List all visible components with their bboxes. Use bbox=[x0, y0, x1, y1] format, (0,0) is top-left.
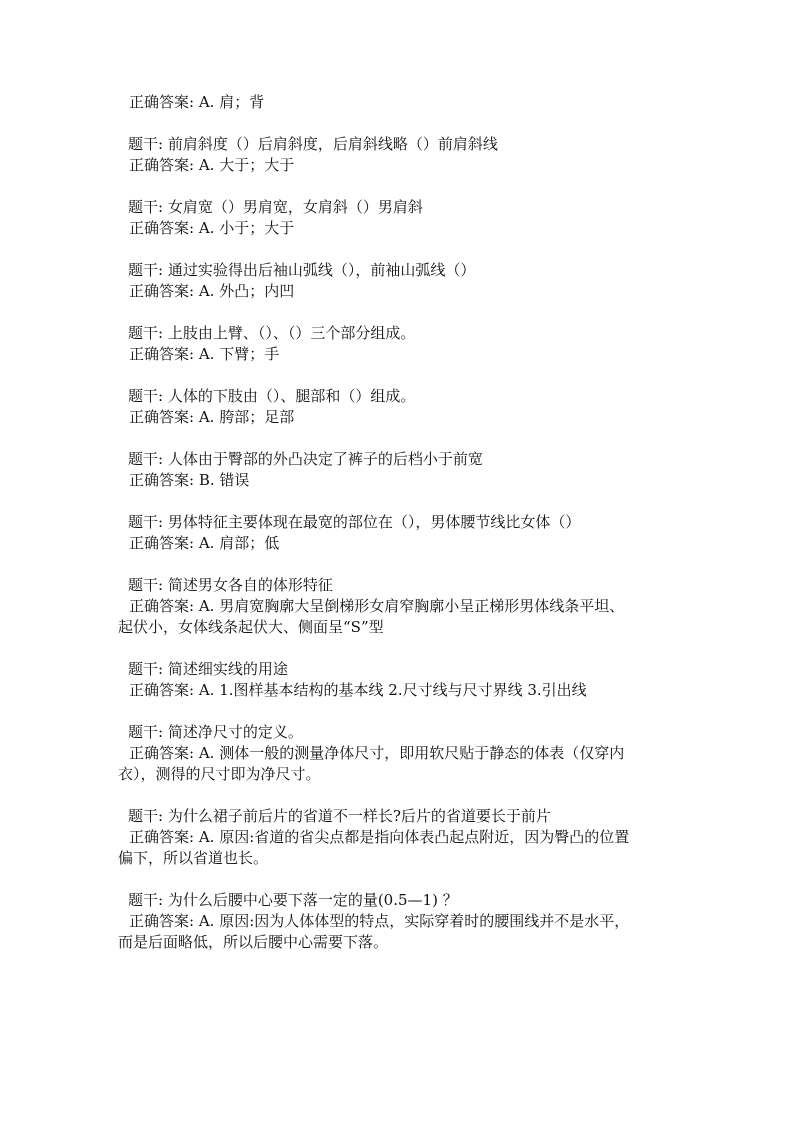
answer-line: 正确答案: A. 肩部；低 bbox=[129, 534, 280, 552]
question-line: 题干: 简述细实线的用途 bbox=[128, 660, 288, 678]
question-line: 题干: 人体由于臀部的外凸决定了裤子的后档小于前宽 bbox=[128, 450, 483, 468]
answer-line: 正确答案: A. 外凸；内凹 bbox=[129, 282, 295, 300]
answer-line: 正确答案: A. 小于；大于 bbox=[129, 219, 295, 237]
answer-line: 正确答案: A. 大于；大于 bbox=[129, 156, 295, 174]
answer-line: 正确答案: A. 原因:因为人体体型的特点，实际穿着时的腰围线并不是水平， bbox=[129, 912, 630, 930]
spacer bbox=[118, 785, 683, 806]
answer-continuation: 起伏小，女体线条起伏大、侧面呈“S”型 bbox=[118, 618, 384, 636]
question-line: 题干: 简述净尺寸的定义。 bbox=[128, 723, 303, 741]
answer-line: 正确答案: A. 测体一般的测量净体尺寸，即用软尺贴于静态的体表（仅穿内 bbox=[129, 744, 625, 762]
question-line: 题干: 男体特征主要体现在最宽的部位在（），男体腰节线比女体（） bbox=[128, 513, 581, 531]
spacer bbox=[118, 554, 683, 575]
qa-list bbox=[118, 92, 683, 953]
question-line: 题干: 为什么裙子前后片的省道不一样长?后片的省道要长于前片 bbox=[128, 807, 551, 825]
spacer bbox=[118, 176, 683, 197]
spacer bbox=[118, 239, 683, 260]
answer-line: 正确答案: A. 胯部；足部 bbox=[129, 408, 295, 426]
question-line: 题干: 为什么后腰中心要下落一定的量(0.5—1) ？ bbox=[128, 891, 458, 909]
question-line: 题干: 人体的下肢由（）、腿部和（）组成。 bbox=[128, 387, 416, 405]
spacer bbox=[118, 113, 683, 134]
answer-line: 正确答案: A. 男肩宽胸廓大呈倒梯形女肩窄胸廓小呈正梯形男体线条平坦、 bbox=[129, 597, 625, 615]
answer-line: 正确答案: A. 肩；背 bbox=[129, 93, 265, 111]
question-line: 题干: 上肢由上臂、（）、（）三个部分组成。 bbox=[128, 324, 416, 342]
answer-continuation: 衣），测得的尺寸即为净尺寸。 bbox=[118, 765, 321, 783]
question-line: 题干: 女肩宽（）男肩宽，女肩斜（）男肩斜 bbox=[128, 198, 423, 216]
answer-line: 正确答案: B. 错误 bbox=[129, 471, 250, 489]
spacer bbox=[118, 365, 683, 386]
spacer bbox=[118, 302, 683, 323]
answer-line: 正确答案: A. 1.图样基本结构的基本线 2.尺寸线与尺寸界线 3.引出线 bbox=[129, 681, 587, 699]
spacer bbox=[118, 491, 683, 512]
answer-line: 正确答案: A. 原因:省道的省尖点都是指向体表凸起点附近，因为臀凸的位置 bbox=[129, 828, 630, 846]
question-line: 题干: 简述男女各自的体形特征 bbox=[128, 576, 333, 594]
answer-line: 正确答案: A. 下臂；手 bbox=[129, 345, 280, 363]
spacer bbox=[118, 428, 683, 449]
answer-continuation: 而是后面略低，所以后腰中心需要下落。 bbox=[118, 933, 389, 951]
spacer bbox=[118, 638, 683, 659]
spacer bbox=[118, 701, 683, 722]
answer-continuation: 偏下，所以省道也长。 bbox=[118, 849, 269, 867]
spacer bbox=[118, 869, 683, 890]
question-line: 题干: 前肩斜度（）后肩斜度，后肩斜线略（）前肩斜线 bbox=[128, 135, 498, 153]
question-line: 题干: 通过实验得出后袖山弧线（），前袖山弧线（） bbox=[128, 261, 476, 279]
